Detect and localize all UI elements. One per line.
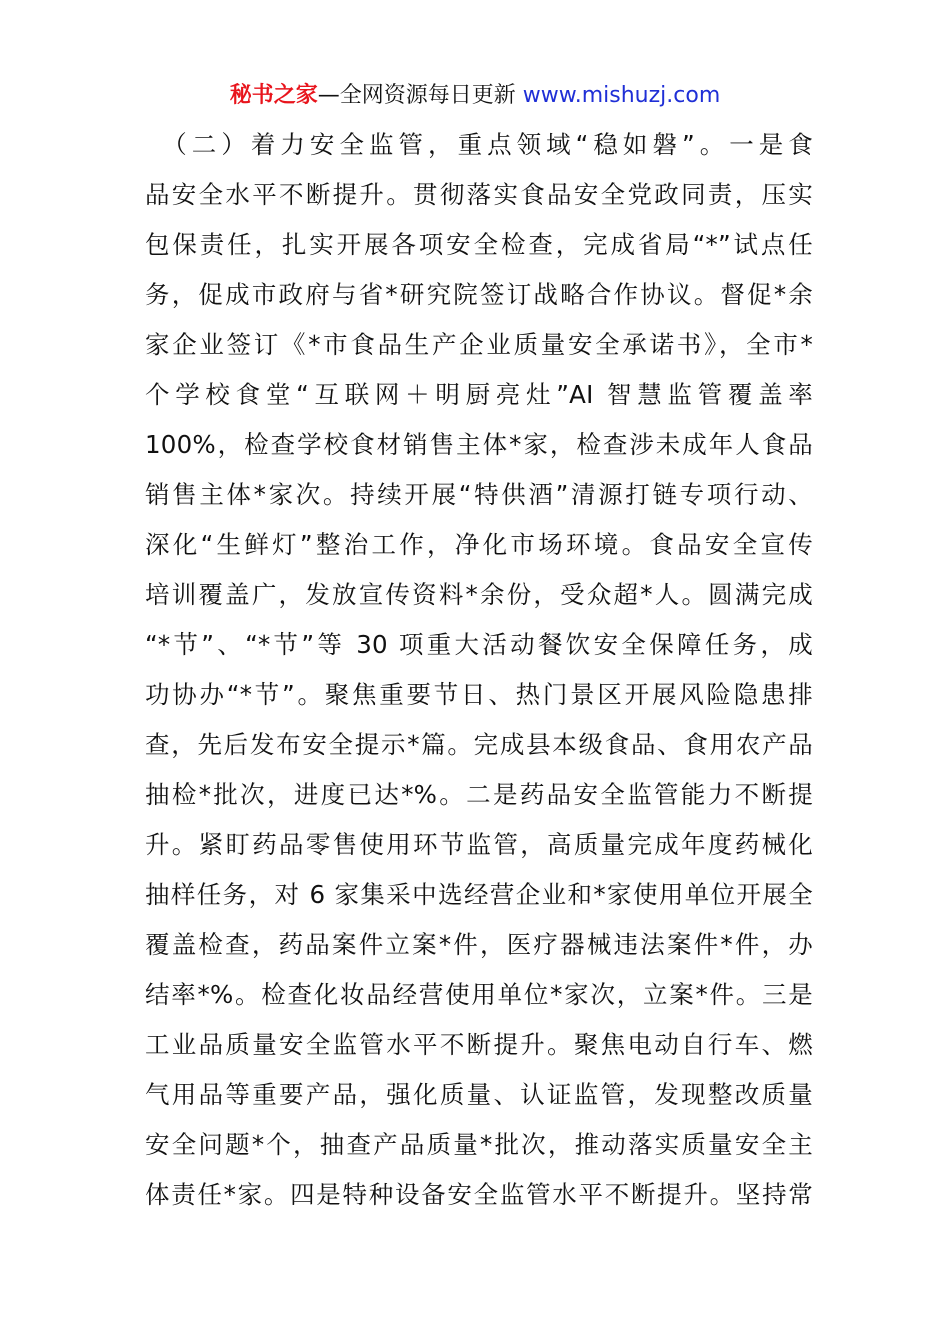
text-line: 安全问题*个，抽查产品质量*批次，推动落实质量安全主 [145,1130,813,1159]
text-line: 家企业签订《*市食品生产企业质量安全承诺书》，全市* [145,330,813,359]
text-line: 100%，检查学校食材销售主体*家，检查涉未成年人食品 [145,430,813,459]
text-line: 体责任*家。四是特种设备安全监管水平不断提升。坚持常 [145,1180,813,1209]
text-line: 覆盖检查，药品案件立案*件，医疗器械违法案件*件，办 [145,930,813,959]
text-line: 工业品质量安全监管水平不断提升。聚焦电动自行车、燃 [145,1030,813,1059]
text-line: 抽样任务，对 6 家集采中选经营企业和*家使用单位开展全 [145,880,813,909]
text-line: 深化“生鲜灯”整治工作，净化市场环境。食品安全宣传 [145,530,813,559]
text-line: 结率*%。检查化妆品经营使用单位*家次，立案*件。三是 [145,980,813,1009]
text-line: 功协办“*节”。聚焦重要节日、热门景区开展风险隐患排 [145,680,813,709]
text-line: 务，促成市政府与省*研究院签订战略合作协议。督促*余 [145,280,813,309]
text-line: 抽检*批次，进度已达*%。二是药品安全监管能力不断提 [145,780,813,809]
site-url-link[interactable]: www.mishuzj.com [522,83,721,108]
header-tagline: —全网资源每日更新 [317,83,516,108]
text-line: 销售主体*家次。持续开展“特供酒”清源打链专项行动、 [145,480,813,509]
document-body [145,120,813,1220]
site-header [0,80,950,112]
text-line: 升。紧盯药品零售使用环节监管，高质量完成年度药械化 [145,830,813,859]
text-line: 气用品等重要产品，强化质量、认证监管，发现整改质量 [145,1080,813,1109]
text-line: “*节”、“*节”等 30 项重大活动餐饮安全保障任务，成 [145,630,813,659]
text-line: 查，先后发布安全提示*篇。完成县本级食品、食用农产品 [145,730,813,759]
text-line: 品安全水平不断提升。贯彻落实食品安全党政同责，压实 [145,180,813,209]
text-line: 包保责任，扎实开展各项安全检查，完成省局“*”试点任 [145,230,813,259]
text-line: （二）着力安全监管，重点领域“稳如磐”。一是食 [145,130,813,159]
brand-name: 秘书之家 [229,83,318,108]
text-line: 个学校食堂“互联网＋明厨亮灶”AI 智慧监管覆盖率 [145,380,813,409]
text-line: 培训覆盖广，发放宣传资料*余份，受众超*人。圆满完成 [145,580,813,609]
